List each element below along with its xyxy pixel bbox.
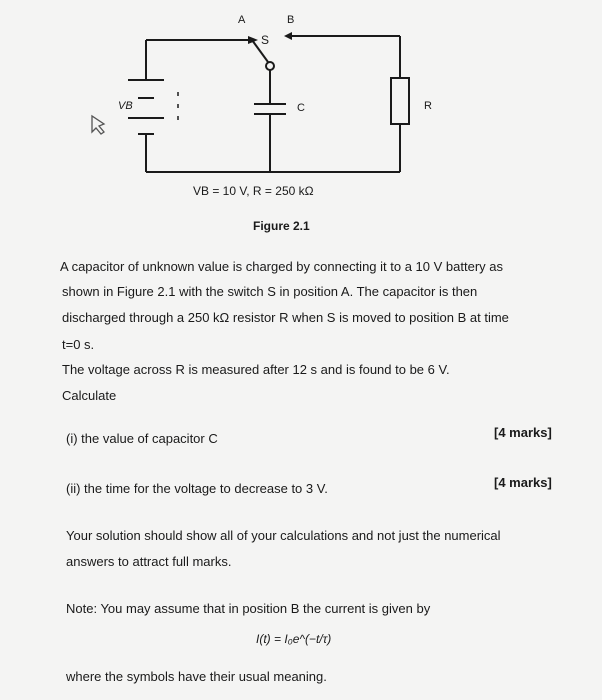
- body-line-2: shown in Figure 2.1 with the switch S in position A. The capacitor is then: [62, 284, 478, 299]
- note-line-2: where the symbols have their usual meaning.: [66, 669, 327, 684]
- body-line-3: discharged through a 250 kΩ resistor R when S is moved to position B at time: [62, 310, 509, 325]
- label-a: A: [238, 14, 246, 26]
- figure-values: VB = 10 V, R = 250 kΩ: [193, 184, 314, 198]
- label-r: R: [424, 100, 432, 112]
- instructions-line-2: answers to attract full marks.: [66, 554, 232, 569]
- resistor: [391, 78, 409, 124]
- body-line-5: The voltage across R is measured after 12 s and is found to be 6 V.: [62, 362, 450, 377]
- question-2-marks: [4 marks]: [494, 475, 552, 490]
- instructions-line-1: Your solution should show all of your calculations and not just the numerical: [66, 528, 501, 543]
- switch-pivot: [266, 62, 274, 70]
- pointer-icon: [92, 116, 104, 134]
- label-c: C: [297, 102, 305, 114]
- figure-caption: Figure 2.1: [253, 219, 310, 233]
- question-2-text: (ii) the time for the voltage to decrease to 3 V.: [66, 481, 328, 496]
- question-1-marks: [4 marks]: [494, 425, 552, 440]
- label-b: B: [287, 14, 295, 26]
- circuit-diagram: [0, 0, 602, 250]
- note-line-1: Note: You may assume that in position B the current is given by: [66, 601, 431, 616]
- body-line-6: Calculate: [62, 388, 117, 403]
- body-line-1: A capacitor of unknown value is charged by connecting it to a 10 V battery as: [60, 259, 503, 274]
- arrow-b-icon: [284, 32, 292, 40]
- label-s: S: [261, 33, 270, 47]
- note-formula: I(t) = I₀e^(−t/τ): [256, 632, 332, 646]
- body-line-4: t=0 s.: [62, 337, 95, 352]
- label-vb: VB: [118, 100, 133, 112]
- question-1-text: (i) the value of capacitor C: [66, 431, 218, 446]
